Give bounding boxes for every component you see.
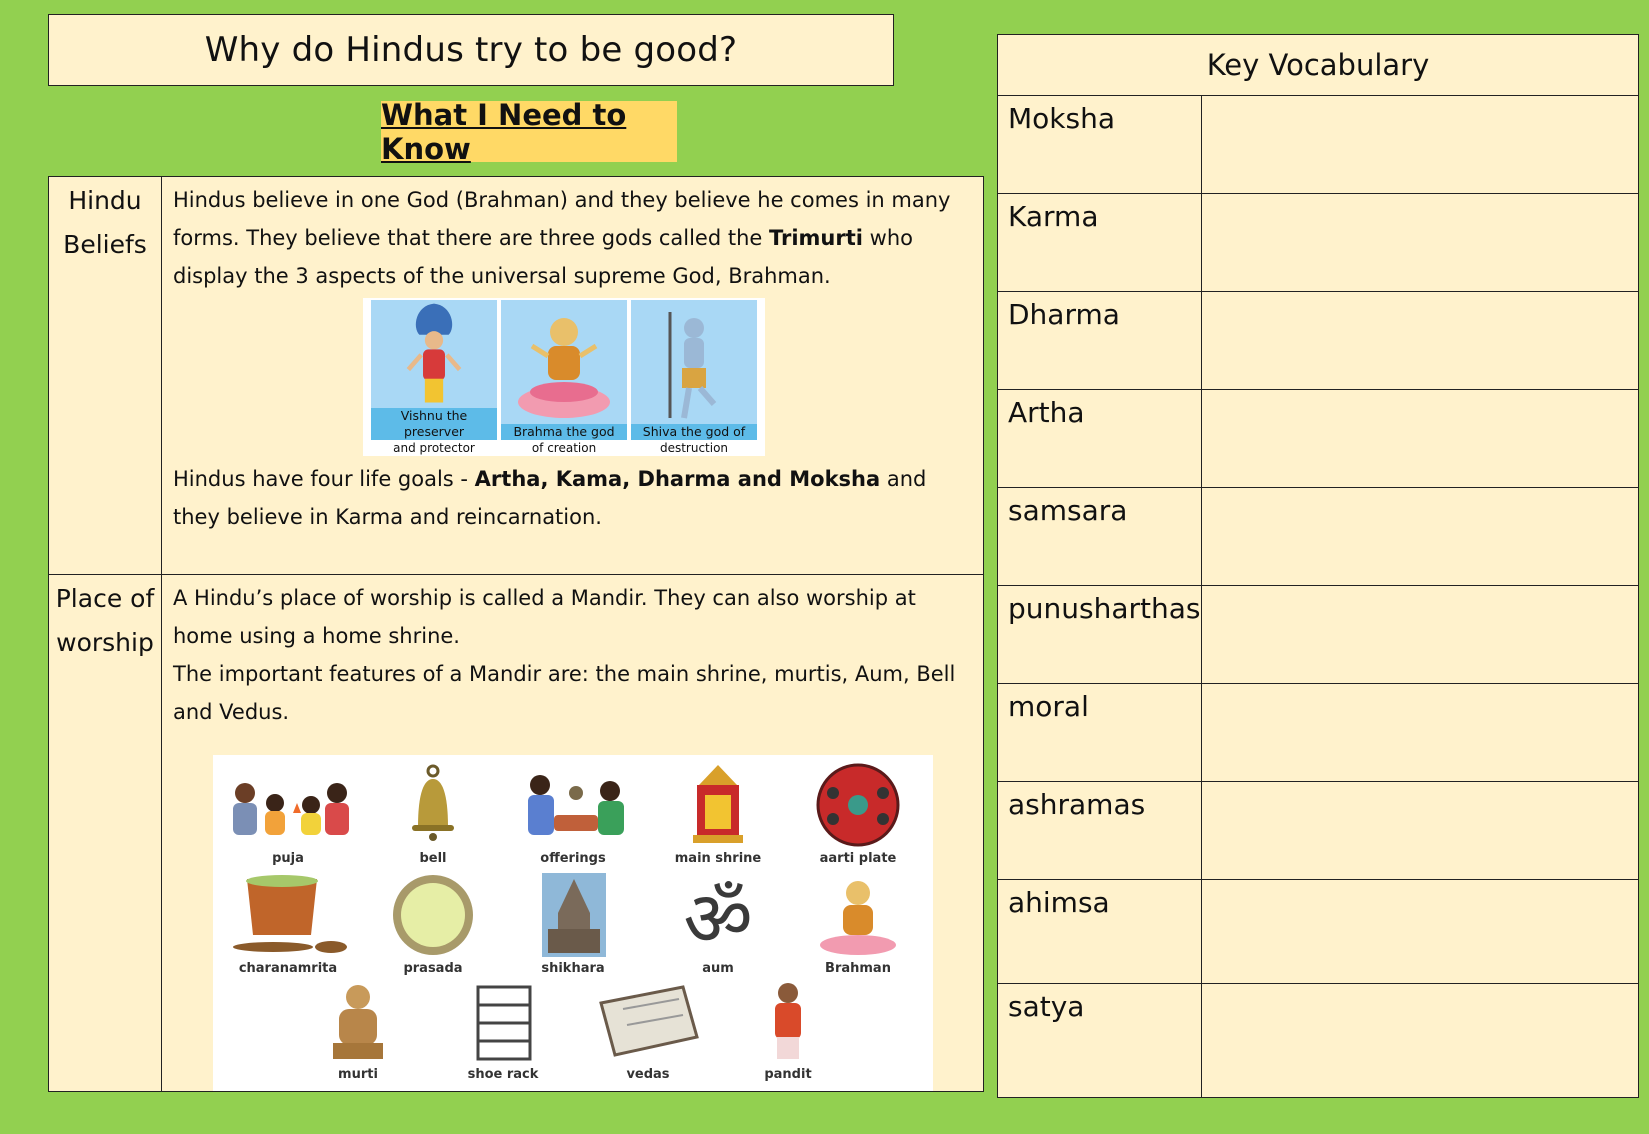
label-prasada: prasada	[403, 961, 463, 976]
need-to-know-heading: What I Need to Know	[381, 101, 677, 162]
item-bell	[363, 763, 503, 867]
item-vedas	[578, 979, 718, 1083]
vocab-term-moral: moral	[998, 684, 1202, 782]
vishnu-figure-icon	[371, 300, 497, 408]
charanamrita-icon	[223, 873, 353, 957]
shiva-figure-icon	[631, 306, 757, 424]
vocab-row	[998, 96, 1639, 194]
vocab-definition-cell[interactable]	[1201, 194, 1639, 292]
shikhara-icon	[508, 873, 638, 957]
vocab-term-ahimsa: ahimsa	[998, 880, 1202, 984]
vocab-definition-cell[interactable]	[1201, 684, 1639, 782]
worship-paragraph-2: The important features of a Mandir are: the main shrine, murtis, Aum, Bell and Vedus.	[173, 662, 956, 724]
aum-icon	[653, 873, 783, 957]
vishnu-caption-2: and protector	[371, 440, 497, 456]
vocab-definition-cell[interactable]	[1201, 586, 1639, 684]
item-murti	[288, 979, 428, 1083]
vocab-row	[998, 194, 1639, 292]
shiva-caption-1: Shiva the god of	[631, 424, 757, 440]
main-shrine-icon	[653, 763, 783, 847]
beliefs-label	[49, 177, 162, 575]
beliefs-label-line1: Hindu	[68, 186, 142, 215]
vocab-definition-cell[interactable]	[1201, 96, 1639, 194]
item-brahman	[788, 873, 928, 977]
label-shoe-rack: shoe rack	[467, 1067, 539, 1082]
vocab-term-satya: satya	[998, 984, 1202, 1098]
pandit-icon	[723, 979, 853, 1063]
beliefs-p2-bold: Artha, Kama, Dharma and Moksha	[474, 467, 881, 491]
worship-label-line2: worship	[56, 628, 154, 657]
brahman-icon	[793, 873, 923, 957]
label-main-shrine: main shrine	[674, 851, 762, 866]
vocab-definition-cell[interactable]	[1201, 984, 1639, 1098]
vocab-header-row	[998, 35, 1639, 96]
vocab-heading: Key Vocabulary	[998, 35, 1639, 96]
item-pandit	[718, 979, 858, 1083]
item-aarti-plate	[788, 763, 928, 867]
vocab-row	[998, 984, 1639, 1098]
beliefs-p1-bold: Trimurti	[768, 226, 863, 250]
vocab-row	[998, 782, 1639, 880]
label-aum: aum	[702, 961, 734, 976]
worship-label	[49, 575, 162, 1092]
label-murti: murti	[338, 1067, 378, 1082]
trimurti-image	[363, 298, 765, 456]
beliefs-row	[49, 177, 984, 575]
item-prasada	[363, 873, 503, 977]
vocab-row	[998, 586, 1639, 684]
vocab-term-dharma: Dharma	[998, 292, 1202, 390]
label-shikhara: shikhara	[541, 961, 605, 976]
mandir-features-image	[213, 755, 933, 1091]
beliefs-p1-text-b: who display the 3 aspects of the universal supreme God, Brahman.	[173, 226, 913, 288]
vocab-term-punusharthas: punusharthas	[998, 586, 1202, 684]
brahma-caption-1: Brahma the god	[501, 424, 627, 440]
item-charanamrita	[218, 873, 358, 977]
vocab-term-samsara: samsara	[998, 488, 1202, 586]
offerings-icon	[508, 763, 638, 847]
page-title: Why do Hindus try to be good?	[48, 14, 894, 86]
vocab-definition-cell[interactable]	[1201, 488, 1639, 586]
beliefs-p1-text-a: Hindus believe in one God (Brahman) and they believe he comes in many forms. They believe that there are three gods called the	[173, 188, 951, 250]
shiva-caption-2: destruction	[631, 440, 757, 456]
bell-icon	[368, 763, 498, 847]
item-shikhara	[503, 873, 643, 977]
item-puja	[218, 763, 358, 867]
beliefs-p2-text-b: and they believe in Karma and reincarnation.	[173, 467, 927, 529]
vishnu-caption-1: Vishnu the preserver	[371, 408, 497, 440]
puja-icon	[223, 763, 353, 847]
vocab-term-karma: Karma	[998, 194, 1202, 292]
label-brahman: Brahman	[825, 961, 891, 976]
vocab-term-artha: Artha	[998, 390, 1202, 488]
god-brahma	[501, 300, 627, 456]
vocab-definition-cell[interactable]	[1201, 292, 1639, 390]
vocab-term-moksha: Moksha	[998, 96, 1202, 194]
aarti-plate-icon	[793, 763, 923, 847]
beliefs-content	[162, 177, 984, 575]
svg-text:ॐ: ॐ	[683, 874, 753, 957]
worship-content	[162, 575, 984, 1092]
vocab-row	[998, 488, 1639, 586]
item-aum	[648, 873, 788, 977]
murti-icon	[293, 979, 423, 1063]
worship-label-line1: Place of	[55, 584, 155, 613]
label-vedas: vedas	[626, 1067, 670, 1082]
worship-row	[49, 575, 984, 1092]
beliefs-p2-text-a: Hindus have four life goals -	[173, 467, 475, 491]
vedas-icon	[583, 979, 713, 1063]
item-shoe-rack	[433, 979, 573, 1083]
shoe-rack-icon	[438, 979, 568, 1063]
beliefs-label-line2: Beliefs	[63, 230, 147, 259]
label-puja: puja	[272, 851, 304, 866]
key-vocabulary-table	[997, 34, 1639, 1098]
label-pandit: pandit	[764, 1067, 812, 1082]
item-offerings	[503, 763, 643, 867]
label-offerings: offerings	[540, 851, 606, 866]
vocab-term-ashramas: ashramas	[998, 782, 1202, 880]
brahma-figure-icon	[501, 306, 627, 424]
vocab-row	[998, 684, 1639, 782]
worship-paragraph-1: A Hindu’s place of worship is called a Mandir. They can also worship at home using a home shrine.	[173, 586, 916, 648]
vocab-definition-cell[interactable]	[1201, 390, 1639, 488]
label-aarti-plate: aarti plate	[819, 851, 897, 866]
brahma-caption-2: of creation	[501, 440, 627, 456]
label-bell: bell	[419, 851, 447, 866]
label-charanamrita: charanamrita	[238, 961, 338, 976]
vocab-row	[998, 880, 1639, 984]
beliefs-paragraph-1	[173, 181, 973, 295]
prasada-icon	[368, 873, 498, 957]
item-main-shrine	[648, 763, 788, 867]
god-shiva	[631, 300, 757, 456]
vocab-definition-cell[interactable]	[1201, 782, 1639, 880]
vocab-row	[998, 292, 1639, 390]
vocab-definition-cell[interactable]	[1201, 880, 1639, 984]
god-vishnu	[371, 300, 497, 456]
vocab-row	[998, 390, 1639, 488]
beliefs-paragraph-2	[173, 460, 973, 536]
knowledge-table	[48, 176, 984, 1092]
